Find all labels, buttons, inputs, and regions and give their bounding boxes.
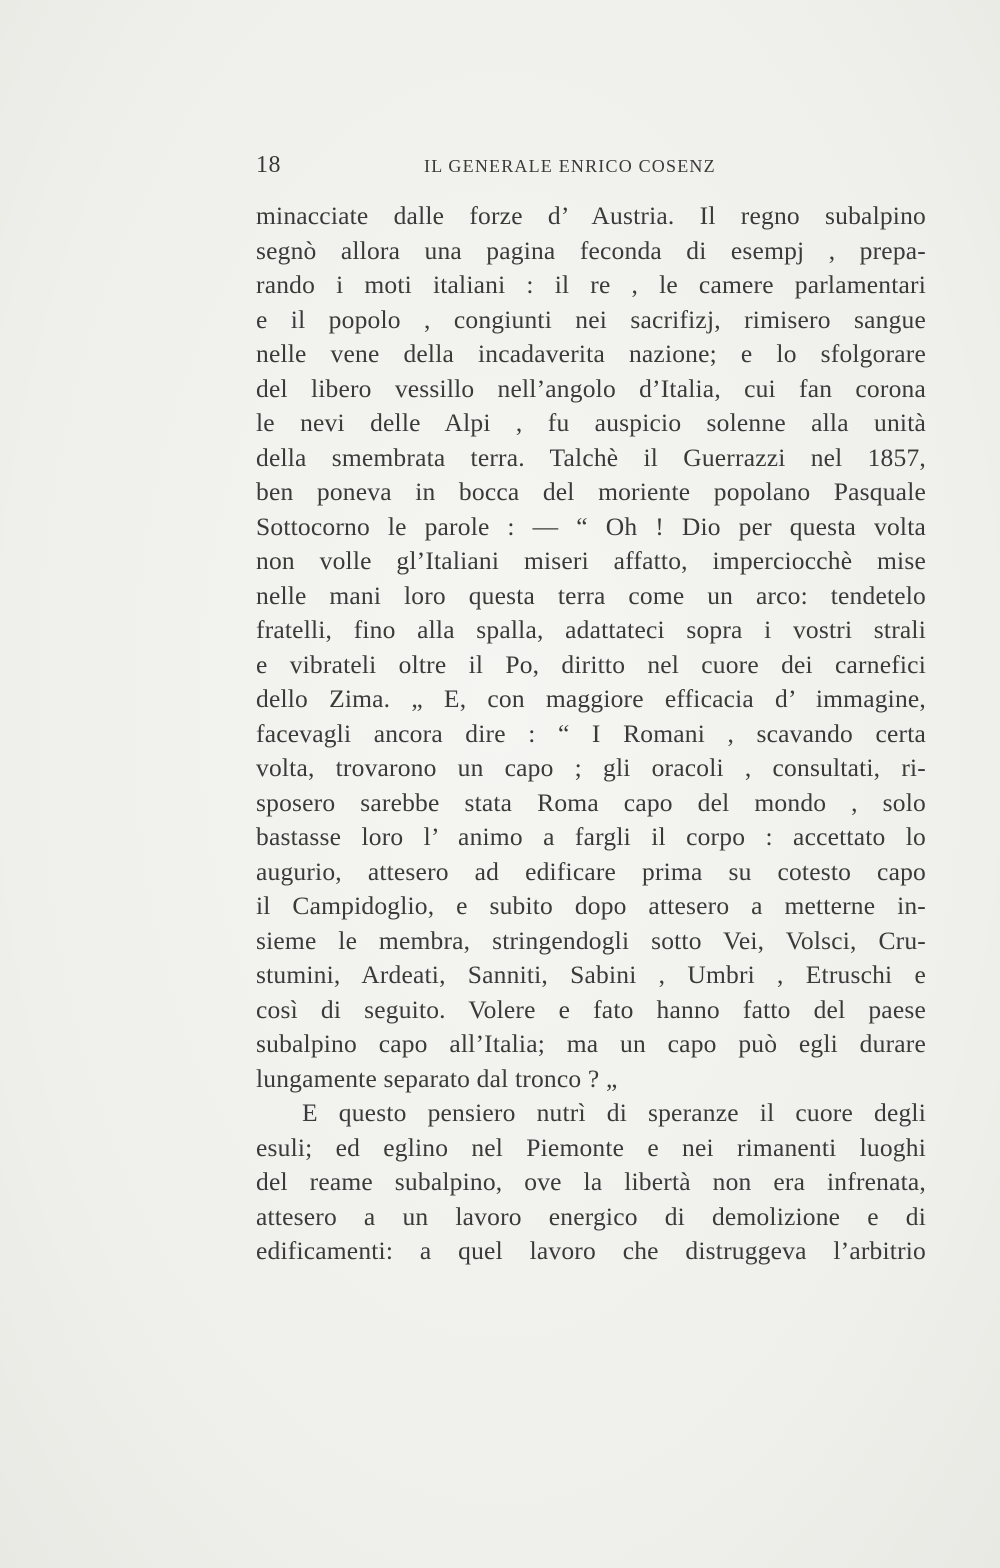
text-line: Sottocorno le parole : — “ Oh ! Dio per questa volta: [256, 511, 926, 541]
text-line: del reame subalpino, ove la libertà non era infrenata,: [256, 1167, 926, 1196]
text-line: e il popolo , congiunti nei sacrifizj, rimisero sangue: [256, 304, 926, 334]
page-header: [256, 152, 926, 192]
text-line: nelle mani loro questa terra come un arco: tendetelo: [256, 580, 926, 610]
text-line: le nevi delle Alpi , fu auspicio solenne alla unità: [256, 408, 926, 437]
text-line: esuli; ed eglino nel Piemonte e nei rimanenti luoghi: [256, 1132, 926, 1162]
text-line: facevagli ancora dire : “ I Romani , scavando certa: [256, 718, 926, 748]
running-title: IL GENERALE ENRICO COSENZ: [424, 156, 716, 176]
text-line: così di seguito. Volere e fato hanno fatto del paese: [256, 994, 926, 1024]
text-line: il Campidoglio, e subito dopo attesero a metterne in-: [256, 891, 926, 920]
text-line: volta, trovarono un capo ; gli oracoli , consultati, ri-: [256, 753, 926, 782]
text-line: dello Zima. „ E, con maggiore efficacia d’ immagine,: [256, 684, 926, 713]
text-line: sposero sarebbe stata Roma capo del mondo , solo: [256, 787, 926, 817]
text-line: minacciate dalle forze d’ Austria. Il regno subalpino: [256, 201, 926, 230]
page-number: 18: [256, 152, 281, 178]
text-line: attesero a un lavoro energico di demolizione e di: [256, 1201, 926, 1231]
text-line: del libero vessillo nell’angolo d’Italia, cui fan corona: [256, 373, 926, 403]
text-line: non volle gl’Italiani miseri affatto, imperciocchè mise: [256, 546, 926, 575]
text-line: fratelli, fino alla spalla, adattateci sopra i vostri strali: [256, 615, 926, 644]
text-line-paragraph-start: E questo pensiero nutrì di speranze il cuore degli: [302, 1098, 926, 1127]
text-line: nelle vene della incadaverita nazione; e lo sfolgorare: [256, 339, 926, 368]
text-line: sieme le membra, stringendogli sotto Vei, Volsci, Cru-: [256, 925, 926, 955]
text-line: augurio, attesero ad edificare prima su cotesto capo: [256, 856, 926, 886]
text-line: segnò allora una pagina feconda di esempj , prepa-: [256, 235, 926, 265]
text-line: lungamente separato dal tronco ? „: [256, 1063, 618, 1093]
text-line: subalpino capo all’Italia; ma un capo può egli durare: [256, 1029, 926, 1058]
text-line: bastasse loro l’ animo a fargli il corpo : accettato lo: [256, 822, 926, 851]
text-line: rando i moti italiani : il re , le camere parlamentari: [256, 270, 926, 299]
text-line: e vibrateli oltre il Po, diritto nel cuore dei carnefici: [256, 649, 926, 679]
text-line: edificamenti: a quel lavoro che distruggeva l’arbitrio: [256, 1236, 926, 1265]
text-line: stumini, Ardeati, Sanniti, Sabini , Umbri , Etruschi e: [256, 960, 926, 989]
body-text: [256, 199, 926, 1269]
text-line: ben poneva in bocca del moriente popolano Pasquale: [256, 477, 926, 506]
text-line: della smembrata terra. Talchè il Guerrazzi nel 1857,: [256, 442, 926, 472]
